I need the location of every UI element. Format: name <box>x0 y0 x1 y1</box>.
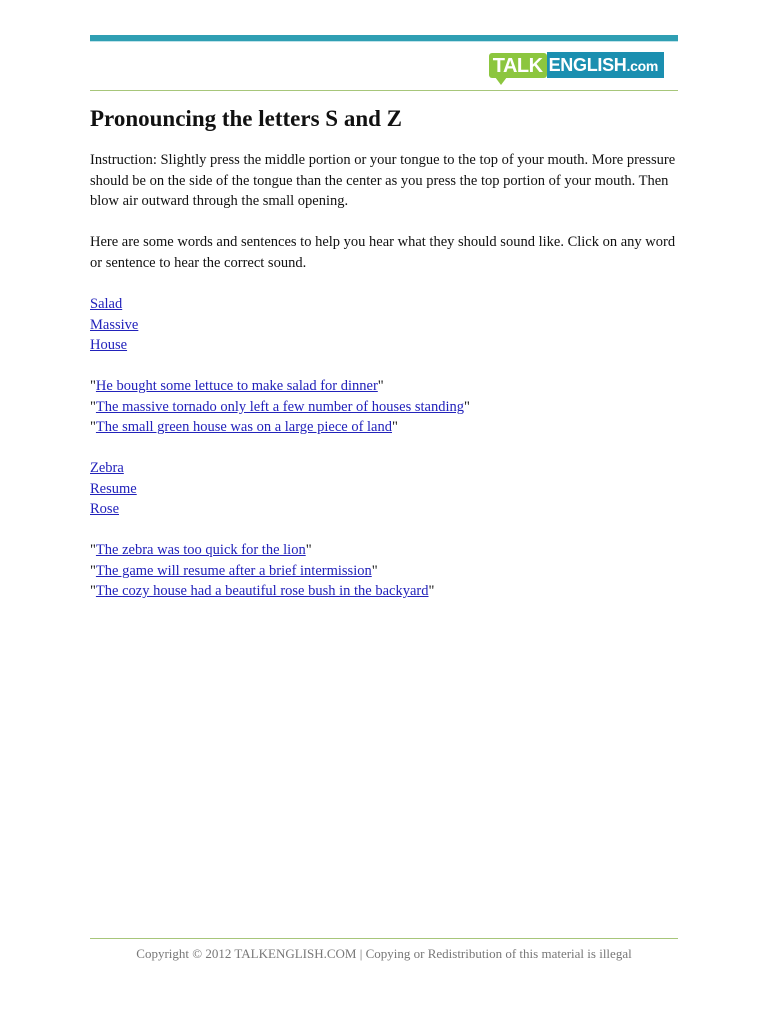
word-link-resume[interactable]: Resume <box>90 480 137 497</box>
list-item: "The game will resume after a brief intermission" <box>90 562 378 579</box>
instruction-text: Instruction: Slightly press the middle portion or your tongue to the top of your mouth. More pressure should be on the side of the tongue than the center as you press the top portion of your mouth. Then blow air outward through the small opening. <box>90 152 676 210</box>
logo-english <box>547 52 664 78</box>
header-bar <box>90 35 678 41</box>
sentence-link-4[interactable]: The zebra was too quick for the lion <box>95 542 306 558</box>
list-item <box>90 315 138 336</box>
z-sentence-list <box>90 540 434 602</box>
word-link-massive[interactable]: Massive <box>90 316 139 333</box>
list-item <box>90 479 137 500</box>
sentence-link-5[interactable]: The game will resume after a brief intermission <box>95 562 372 579</box>
word-link-salad[interactable]: Salad <box>90 296 123 312</box>
list-item <box>90 294 138 315</box>
s-word-list <box>90 294 138 356</box>
list-item <box>90 499 137 520</box>
word-link-house[interactable]: House <box>90 337 128 354</box>
list-item <box>90 335 138 356</box>
word-link-rose[interactable]: Rose <box>90 501 119 518</box>
page-title: Pronouncing the letters S and Z <box>90 106 403 131</box>
talkenglish-logo <box>489 52 664 78</box>
logo-com-text: .com <box>626 58 658 74</box>
sentence-link-1[interactable]: He bought some lettuce to make salad for dinner <box>95 378 378 394</box>
list-item: "The cozy house had a beautiful rose bush in the backyard" <box>90 583 435 600</box>
list-item <box>90 458 137 479</box>
sentence-link-2[interactable]: The massive tornado only left a few number of houses standing <box>95 398 464 415</box>
logo-english-text: ENGLISH <box>548 55 627 75</box>
list-item: "The massive tornado only left a few number of houses standing" <box>90 398 470 415</box>
logo-talk: TALK <box>489 53 547 78</box>
list-item: "The zebra was too quick for the lion" <box>90 542 312 558</box>
word-link-zebra[interactable]: Zebra <box>90 460 124 476</box>
copyright-footer: Copyright © 2012 TALKENGLISH.COM | Copying or Redistribution of this material is illegal <box>136 946 632 961</box>
list-item: "The small green house was on a large piece of land" <box>90 419 398 436</box>
header-divider <box>90 90 678 91</box>
list-item: "He bought some lettuce to make salad for dinner" <box>90 378 384 394</box>
s-sentence-list <box>90 376 470 438</box>
footer-divider <box>90 938 678 939</box>
intro-text: Here are some words and sentences to help you hear what they should sound like. Click on any word or sentence to hear the correct sound. <box>90 234 676 271</box>
z-word-list <box>90 458 137 520</box>
sentence-link-3[interactable]: The small green house was on a large piece of land <box>95 419 392 436</box>
sentence-link-6[interactable]: The cozy house had a beautiful rose bush in the backyard <box>95 583 429 600</box>
